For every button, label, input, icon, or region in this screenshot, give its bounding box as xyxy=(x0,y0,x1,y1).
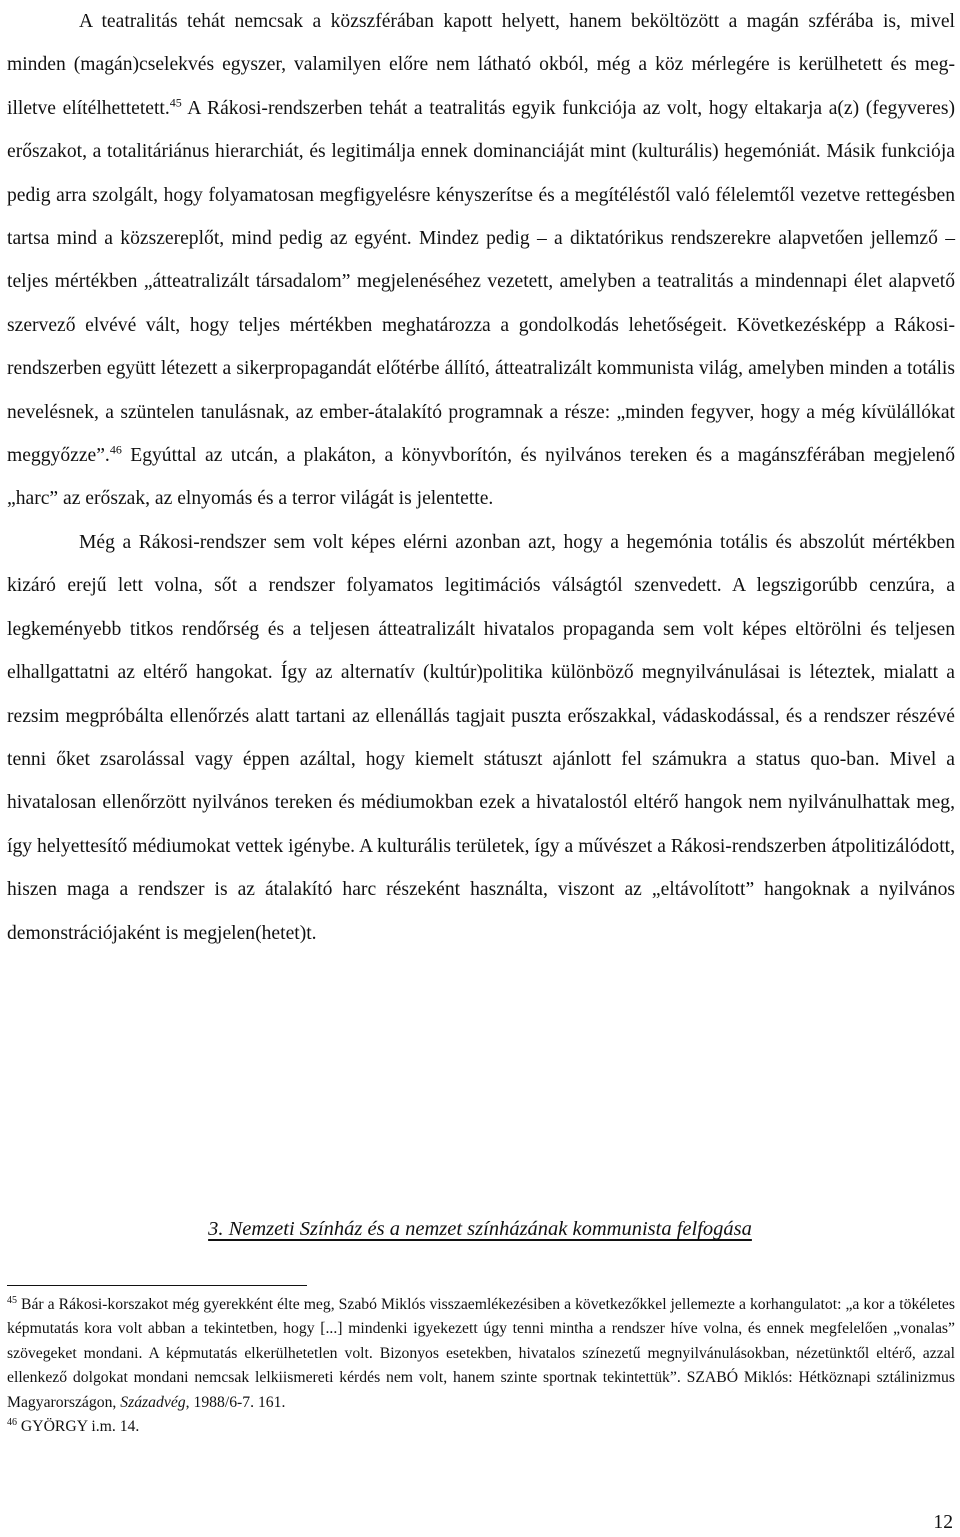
italic-title: Századvég xyxy=(120,1393,186,1411)
section-heading xyxy=(0,1203,960,1255)
footnote-marker: 45 xyxy=(169,95,182,110)
paragraph xyxy=(7,521,955,955)
text-run: Egyúttal az utcán, a plakáton, a könyvborítón, és nyilvános tereken és a magánszférában megjelenő „harc” az erőszak, az elnyomás és a terror világát is jelentette. xyxy=(7,445,955,510)
text-run: , 1988/6-7. 161. xyxy=(185,1393,286,1411)
text-run: Bár a Rákosi-korszakot még gyerekként élte meg, Szabó Miklós visszaemlékezésiben a következőkkel jellemezte a korhangulatot: „a kor a tökéletes képmutatás kora volt abban a tekintetben, hogy [...] mindenki igyekezett úgy tenni mintha a rendszer híve volna, és ennek megfelelően „vonalas” szövegeket mondani. A képmutatás elkerülhetetlen volt. Bizonyos esetekben, hivatalos színezetű megnyilvánulásokban, nézetünktől eltérő, azzal ellenkező dolgokat mondani nemcsak lelkiismereti kérdés nem volt, hanem szinte sportnak tekintettük”. SZABÓ Miklós: Hétköznapi sztálinizmus Magyarországon, xyxy=(7,1296,955,1411)
footnote-marker: 46 xyxy=(7,1416,17,1428)
text-run: A Rákosi-rendszerben tehát a teatralitás egyik funkciója az volt, hogy eltakarja a(z) (fegyveres) erőszakot, a totalitáriánus hierarchiát, és legitimálja ennek dominanciáját mint (kulturális) hegemóniát. Másik funkciója pedig arra szolgált, hogy folyamatosan megfigyelésre kényszerítse és a megítéléstől való félelemtől vezetve rettegésben tartsa mind a közszereplőt, mind pedig az egyént. Mindez pedig – a diktatórikus rendszerekre alapvetően jellemző – teljes mértékben „átteatralizált társadalom” megjelenéséhez vezetett, amelyben a teatralitás a mindennapi élet alapvető szervező elvévé vált, hogy teljes mértékben meghatározza a gondolkodás lehetőségeit. Következésképp a Rákosi-rendszerben együtt létezett a sikerpropagandát előtérbe állító, átteatralizált kommunista világ, amelyben minden a totális nevelésnek, a szüntelen tanulásnak, az ember-átalakító programnak a része: „minden fegyver, hogy a még kívülállókat meggyőzze”. xyxy=(7,97,955,467)
text-run: Még a Rákosi-rendszer sem volt képes elérni azonban azt, hogy a hegemónia totális és abszolút mértékben kizáró erejű lett volna, sőt a rendszer folyamatos legitimációs válságtól szenvedett. A legszigorúbb cenzúra, a legkeményebb titkos rendőrség és a teljesen átteatralizált hivatalos propaganda sem volt képes eltörölni és teljesen elhallgattatni az eltérő hangokat. Így az alternatív (kultúr)politika különböző megnyilvánulásai is léteztek, mialatt a rezsim megpróbálta ellenőrzés alatt tartani az ellenállás tagjait puszta erőszakkal, vádaskodással, és a rendszer részévé tenni őket zsarolással vagy éppen azáltal, hogy kiemelt státuszt ajánlott fel számukra a status quo-ban. Mivel a hivatalosan ellenőrzött nyilvános tereken és médiumokban ezek a hivatalostól eltérő hangok nem nyilvánulhattak meg, így helyettesítő médiumokat vettek igénybe. A kulturális területek, így a művészet a Rákosi-rendszerben átpolitizálódott, hiszen maga a rendszer is az átalakító harc részeként használta, viszont az „eltávolított” hangoknak a nyilvános demonstrációjaként is megjelen(hetet)t. xyxy=(7,531,955,944)
paragraph xyxy=(7,0,955,521)
footnote-marker: 46 xyxy=(109,442,122,457)
footnote-marker: 45 xyxy=(7,1294,17,1306)
text-run: GYÖRGY i.m. 14. xyxy=(17,1418,140,1436)
page-number: 12 xyxy=(933,1512,953,1533)
footnotes xyxy=(7,1293,955,1439)
section-heading-text: 3. Nemzeti Színház és a nemzet színházának kommunista felfogása xyxy=(208,1218,752,1240)
text-run: A teatralitás tehát nemcsak a közszférában kapott helyett, hanem beköltözött a magán szférába is, mivel minden (magán)cselekvés egyszer, valamilyen előre nem látható okból, még a köz mérlegére is kerülhetett és meg- illetve elítélhettetett. xyxy=(7,11,955,119)
footnote-separator xyxy=(7,1285,307,1286)
body-text xyxy=(7,0,955,955)
footnote xyxy=(7,1293,955,1415)
footnote xyxy=(7,1415,955,1439)
